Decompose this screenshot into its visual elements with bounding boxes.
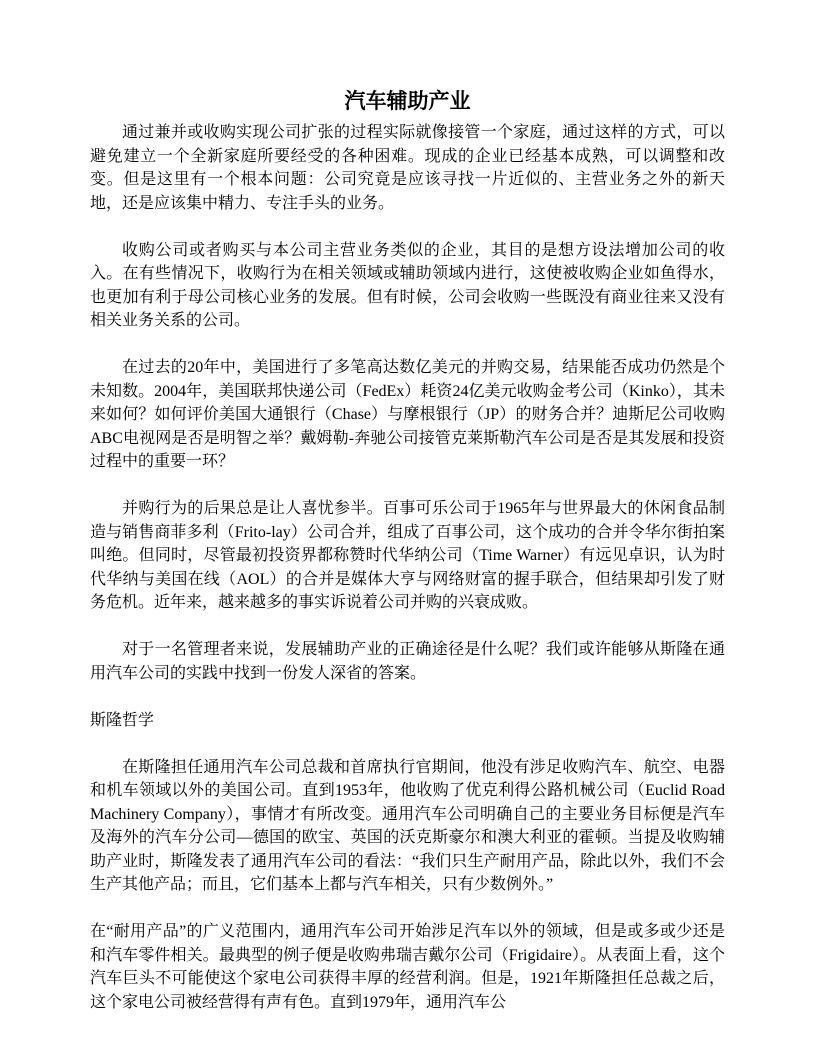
paragraph-intro-merger: 通过兼并或收购实现公司扩张的过程实际就像接管一个家庭，通过这样的方式，可以避免建立一个全新家庭所要经受的各种困难。现成的企业已经基本成熟，可以调整和改变。但是这里有一个根本问题：公司究竟是应该寻找一片近似的、主营业务之外的新天地，还是应该集中精力、专注手头的业务。 <box>90 124 725 212</box>
paragraph-durable-products: 在“耐用产品”的广义范围内，通用汽车公司开始涉足汽车以外的领域，但是或多或少还是和汽车零件相关。最典型的例子便是收购弗瑞吉戴尔公司（Frigidaire）。从表面上看，这个汽车巨头不可能使这个家电公司获得丰厚的经营利润。但是，1921年斯隆担任总裁之后，这个家电公司被经营得有声有色。直到1979年，通用汽车公 <box>90 923 725 1011</box>
paragraph-us-mergers-examples: 在过去的20年中，美国进行了多笔高达数亿美元的并购交易，结果能否成功仍然是个未知数。2004年，美国联邦快递公司（FedEx）耗资24亿美元收购金考公司（Kinko），其未来如何？如何评价美国大通银行（Chase）与摩根银行（JP）的财务合并？迪斯尼公司收购ABC电视网是否是明智之举？戴姆勒-奔驰公司接管克莱斯勒汽车公司是否是其发展和投资过程中的重要一环？ <box>90 359 725 470</box>
section-heading-sloan-philosophy: 斯隆哲学 <box>90 711 155 729</box>
paragraph-acquisition-purpose: 收购公司或者购买与本公司主营业务类似的企业，其目的是想方设法增加公司的收入。在有些情况下，收购行为在相关领域或辅助领域内进行，这使被收购企业如鱼得水，也更加有利于母公司核心业务的发展。但有时候，公司会收购一些既没有商业往来又没有相关业务关系的公司。 <box>90 241 725 329</box>
document-title: 汽车辅助产业 <box>344 89 471 113</box>
paragraph-sloan-gm-tenure: 在斯隆担任通用汽车公司总裁和首席执行官期间，他没有涉足收购汽车、航空、电器和机车领域以外的美国公司。直到1953年，他收购了优克利得公路机械公司（Euclid Road Machinery Company），事情才有所改变。通用汽车公司明确自己的主要业务目标便是汽车及海外的汽车分公司—德国的欧宝、英国的沃克斯豪尔和澳大利亚的霍顿。当提及收购辅助产业时，斯隆发表了通用汽车公司的看法：“我们只生产耐用产品，除此以外，我们不会生产其他产品；而且，它们基本上都与汽车相关，只有少数例外。” <box>90 758 725 893</box>
paragraph-merger-outcomes: 并购行为的后果总是让人喜忧参半。百事可乐公司于1965年与世界最大的休闲食品制造与销售商菲多利（Frito-lay）公司合并，组成了百事公司，这个成功的合并令华尔街拍案叫绝。但同时，尽管最初投资界都称赞时代华纳公司（Time Warner）有远见卓识，认为时代华纳与美国在线（AOL）的合并是媒体大亨与网络财富的握手联合，但结果却引发了财务危机。近年来，越来越多的事实诉说着公司并购的兴衰成败。 <box>90 500 725 611</box>
paragraph-manager-question: 对于一名管理者来说，发展辅助产业的正确途径是什么呢？我们或许能够从斯隆在通用汽车公司的实践中找到一份发人深省的答案。 <box>90 641 725 682</box>
